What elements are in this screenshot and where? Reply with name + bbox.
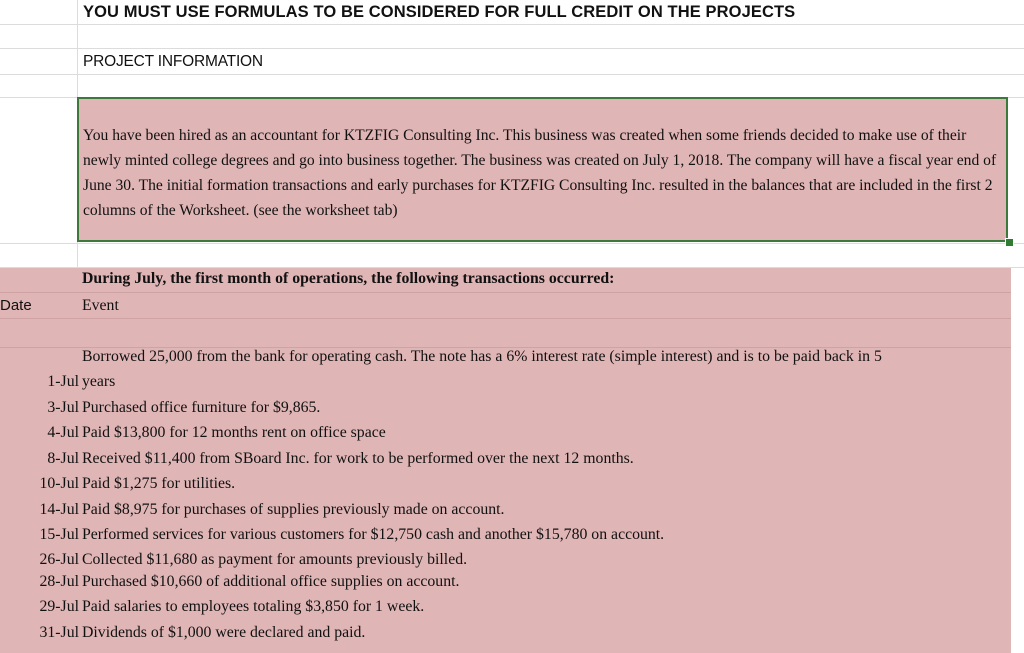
transaction-event: Purchased $10,660 of additional office supplies on account. bbox=[82, 573, 460, 590]
transaction-date: 14-Jul bbox=[39, 501, 79, 518]
project-info-cell[interactable] bbox=[77, 97, 1008, 242]
section-label[interactable]: PROJECT INFORMATION bbox=[83, 53, 263, 70]
transaction-event: Received $11,400 from SBoard Inc. for work to be performed over the next 12 months. bbox=[82, 450, 634, 467]
grid-line bbox=[0, 48, 1024, 49]
transactions-heading[interactable]: During July, the first month of operations, the following transactions occurred: bbox=[82, 270, 615, 287]
transaction-row[interactable] bbox=[0, 475, 1011, 500]
transaction-row[interactable] bbox=[0, 373, 1011, 398]
transaction-date: 4-Jul bbox=[47, 424, 79, 441]
transaction-event: Purchased office furniture for $9,865. bbox=[82, 399, 321, 416]
transaction-event-line1[interactable]: Borrowed 25,000 from the bank for operating cash. The note has a 6% interest rate (simple interest) and is to be paid back in 5 bbox=[82, 348, 882, 365]
transaction-row[interactable] bbox=[0, 501, 1011, 526]
fill-handle[interactable] bbox=[1005, 238, 1014, 247]
transaction-event: Paid $8,975 for purchases of supplies previously made on account. bbox=[82, 501, 505, 518]
transaction-event: Paid $1,275 for utilities. bbox=[82, 475, 236, 492]
transaction-event: Paid salaries to employees totaling $3,850 for 1 week. bbox=[82, 598, 425, 615]
transaction-date: 28-Jul bbox=[39, 573, 79, 590]
transaction-date: 29-Jul bbox=[39, 598, 79, 615]
grid-line bbox=[0, 74, 1024, 75]
transaction-event: Performed services for various customers for $12,750 cash and another $15,780 on account. bbox=[82, 526, 665, 543]
transaction-event: Collected $11,680 as payment for amounts previously billed. bbox=[82, 551, 468, 568]
transaction-row[interactable] bbox=[0, 573, 1011, 598]
transaction-row[interactable] bbox=[0, 424, 1011, 449]
transaction-row[interactable] bbox=[0, 598, 1011, 623]
date-column-header[interactable]: Date bbox=[0, 297, 32, 314]
transaction-date: 1-Jul bbox=[47, 373, 79, 390]
grid-line bbox=[0, 318, 1011, 319]
transaction-row[interactable] bbox=[0, 526, 1011, 551]
transaction-date: 15-Jul bbox=[39, 526, 79, 543]
grid-line bbox=[0, 292, 1011, 293]
transaction-event: Paid $13,800 for 12 months rent on office space bbox=[82, 424, 386, 441]
transaction-date: 31-Jul bbox=[39, 624, 79, 641]
grid-line bbox=[0, 243, 1024, 244]
transaction-date: 10-Jul bbox=[39, 475, 79, 492]
transaction-event: years bbox=[82, 373, 116, 390]
transaction-date: 26-Jul bbox=[39, 551, 79, 568]
transaction-row[interactable] bbox=[0, 450, 1011, 475]
transaction-date: 8-Jul bbox=[47, 450, 79, 467]
page-title[interactable]: YOU MUST USE FORMULAS TO BE CONSIDERED FOR FULL CREDIT ON THE PROJECTS bbox=[83, 3, 796, 21]
transaction-date: 3-Jul bbox=[47, 399, 79, 416]
transaction-row[interactable] bbox=[0, 399, 1011, 424]
grid-line bbox=[0, 24, 1024, 25]
event-column-header[interactable]: Event bbox=[82, 297, 119, 314]
project-info-text: You have been hired as an accountant for KTZFIG Consulting Inc. This business was created when some friends decided to make use of their newly minted college degrees and go into business together. The business was created on July 1, 2018. The company will have a fiscal year end of June 30. The initial formation transactions and early purchases for KTZFIG Consulting Inc. resulted in the balances that are included in the first 2 columns of the Worksheet. (see the worksheet tab) bbox=[83, 127, 997, 219]
transaction-event: Dividends of $1,000 were declared and paid. bbox=[82, 624, 366, 641]
transaction-row[interactable] bbox=[0, 624, 1011, 649]
